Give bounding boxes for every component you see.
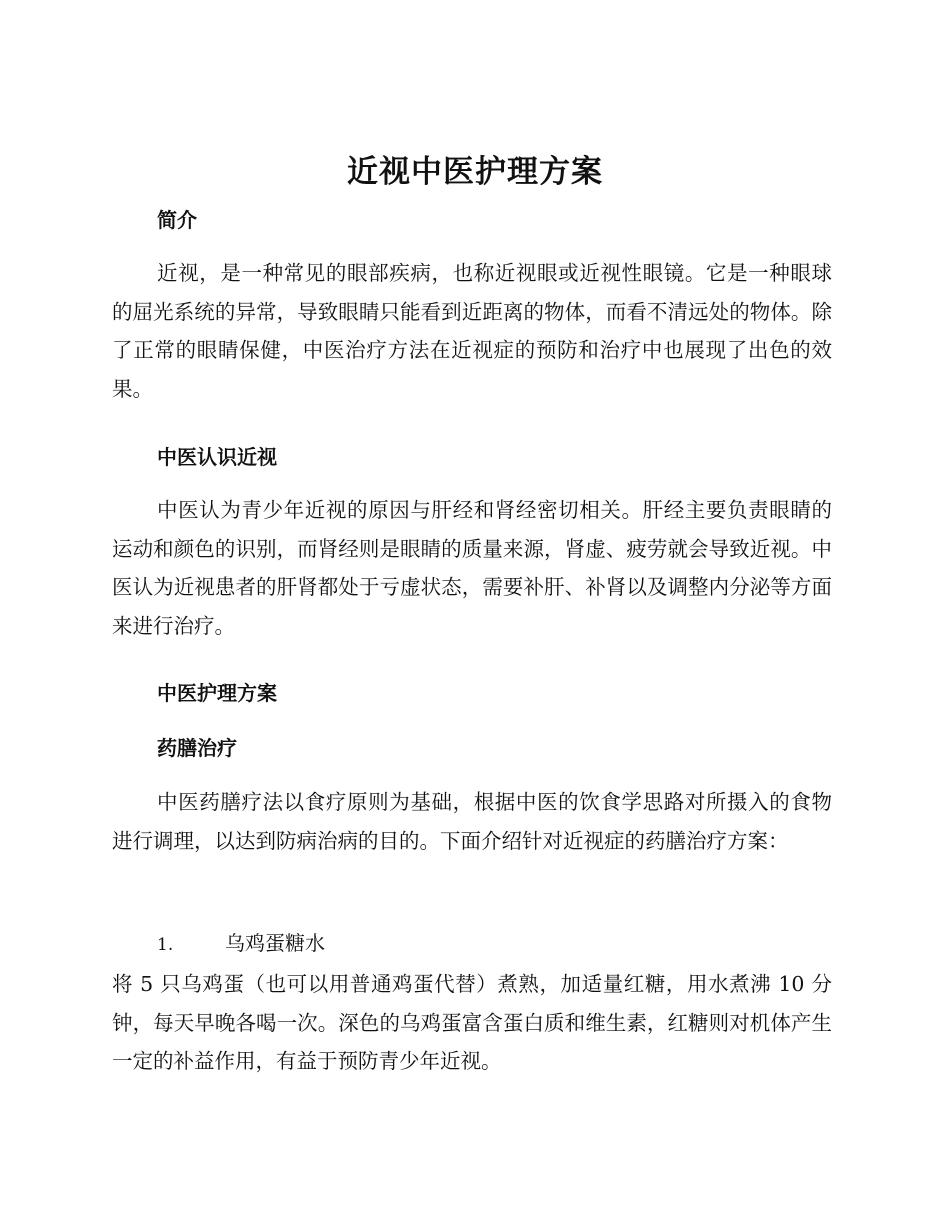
heading-diet-therapy: 药膳治疗	[157, 736, 237, 760]
list-item-number: 1.	[157, 935, 174, 955]
paragraph-intro: 近视，是一种常见的眼部疾病，也称近视眼或近视性眼镜。它是一种眼球的屈光系统的异常，导致眼睛只能看到近距离的物体，而看不清远处的物体。除了正常的眼睛保健，中医治疗方法在近视症的预防和治疗中也展现了出色的效果。	[112, 261, 832, 401]
paragraph-diet-therapy: 中医药膳疗法以食疗原则为基础，根据中医的饮食学思路对所摄入的食物进行调理，以达到防病治病的目的。下面介绍针对近视症的药膳治疗方案：	[112, 790, 832, 853]
paragraph-tcm-understanding: 中医认为青少年近视的原因与肝经和肾经密切相关。肝经主要负责眼睛的运动和颜色的识别，而肾经则是眼睛的质量来源，肾虚、疲劳就会导致近视。中医认为近视患者的肝肾都处于亏虚状态，需要补肝、补肾以及调整内分泌等方面来进行治疗。	[112, 498, 832, 638]
paragraph-list-item-1: 将 5 只乌鸡蛋（也可以用普通鸡蛋代替）煮熟，加适量红糖，用水煮沸 10 分钟，每天早晚各喝一次。深色的乌鸡蛋富含蛋白质和维生素，红糖则对机体产生一定的补益作用，有益于预防青少年近视。	[112, 972, 832, 1073]
list-item-title: 乌鸡蛋糖水	[225, 931, 325, 955]
list-item-1	[157, 924, 325, 964]
document-title: 近视中医护理方案	[347, 154, 603, 190]
heading-tcm-understanding: 中医认识近视	[157, 445, 277, 469]
heading-intro: 简介	[157, 208, 197, 232]
heading-care-plan: 中医护理方案	[157, 681, 277, 705]
